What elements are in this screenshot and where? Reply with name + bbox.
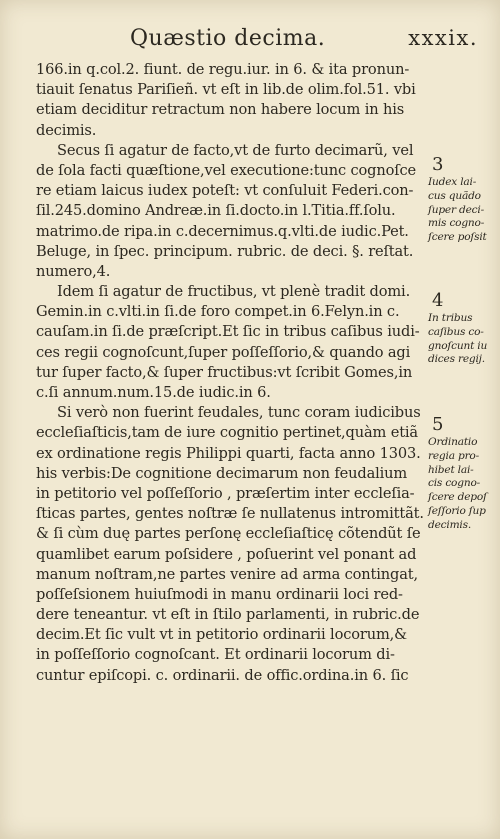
margin-note-line: In tribus xyxy=(428,312,473,324)
marginalia-column xyxy=(428,60,498,820)
paragraph-start-line: Idem ſi agatur de fructibus, vt plenè tradit domi. xyxy=(57,283,411,301)
text-line: Gemin.in c.vlti.in ſi.de foro compet.in 6.Felyn.in c. xyxy=(36,303,400,321)
margin-note-line: mis cogno- xyxy=(428,217,485,230)
margin-note xyxy=(428,312,487,367)
margin-note-line: ſcere poſsit xyxy=(428,231,487,244)
running-title: Quæstio decima. xyxy=(130,26,326,51)
text-line: manum noſtram,ne partes venire ad arma contingat, xyxy=(36,565,418,583)
page-header xyxy=(130,26,478,56)
text-line: tur ſuper facto,& ſuper fructibus:vt ſcribit Gomes,in xyxy=(36,363,413,381)
text-line: decim.Et ſic vult vt in petitorio ordinarii locorum,& xyxy=(36,626,407,644)
text-line: c.ſi annum.num.15.de iudic.in 6. xyxy=(36,384,271,401)
margin-note-line: gnoſcunt iu xyxy=(428,339,488,352)
margin-note xyxy=(428,176,487,245)
text-line: Beluge, in ſpec. principum. rubric. de deci. §. reſtat. xyxy=(36,242,414,260)
margin-note-line: Iudex lai- xyxy=(428,176,477,188)
text-line: ces regii cognoſcunt,ſuper poſſeſſorio,& quando agi xyxy=(36,343,411,361)
margin-note-line: hibet lai- xyxy=(428,463,474,476)
text-line: quamlibet earum poſsidere , poſuerint vel ponant ad xyxy=(36,545,417,563)
text-line: matrimo.de ripa.in c.decernimus.q.vlti.de iudic.Pet. xyxy=(36,222,409,240)
margin-note-line: caſibus co- xyxy=(428,325,484,338)
margin-note-line: Ordinatio xyxy=(428,436,478,448)
text-line: ex ordinatione regis Philippi quarti, facta anno 1303. xyxy=(36,444,421,462)
text-line: in poſſeſſorio cognoſcant. Et ordinarii locorum di- xyxy=(36,646,395,664)
text-line: tiauit ſenatus Pariſieñ. vt eſt in lib.de olim.fol.51. vbi xyxy=(36,81,416,99)
margin-note-line: cus quãdo xyxy=(428,189,481,202)
margin-note-line: regia pro- xyxy=(428,449,479,462)
text-line: eccleſiaſticis,tam de iure cognitio pertinet,quàm etiã xyxy=(36,424,418,442)
main-text xyxy=(36,60,426,686)
margin-note xyxy=(428,436,487,533)
text-line: ſil.245.domino Andreæ.in ſi.docto.in l.Titia.ff.ſolu. xyxy=(36,202,396,220)
text-line: re etiam laicus iudex poteſt: vt conſuluit Federi.con- xyxy=(36,182,414,200)
margin-note-line: decimis. xyxy=(428,518,472,531)
margin-note-line: ſeſſorio ſup xyxy=(428,504,486,517)
margin-note-line: dices regij. xyxy=(428,353,485,366)
text-line: ſticas partes, gentes noſtræ ſe nullatenus intromittãt. xyxy=(36,505,424,523)
text-line: poſſeſsionem huiuſmodi in manu ordinarii loci red- xyxy=(36,585,403,603)
text-line: cauſam.in ſi.de præſcript.Et ſic in tribus caſibus iudi- xyxy=(36,323,420,341)
margin-number: 5 xyxy=(432,414,444,435)
text-line: cuntur epiſcopi. c. ordinarii. de offic.ordina.in 6. ſic xyxy=(36,666,409,684)
text-line: 166.in q.col.2. fiunt. de regu.iur. in 6. & ita pronun- xyxy=(36,61,410,78)
margin-note-line: ſcere depoſ xyxy=(428,491,487,504)
paragraph-start-line: Si verò non fuerint feudales, tunc coram iudicibus xyxy=(57,404,421,422)
text-line: his verbis:De cognitione decimarum non feudalium xyxy=(36,464,408,482)
text-line: decimis. xyxy=(36,121,97,139)
text-line: in petitorio vel poſſeſſorio , præſertim inter eccleſia- xyxy=(36,484,415,502)
margin-note-line: cis cogno- xyxy=(428,477,480,490)
margin-note-line: ſuper deci- xyxy=(428,203,484,216)
text-line: etiam deciditur retractum non habere locum in his xyxy=(36,101,405,119)
margin-number: 4 xyxy=(432,290,444,311)
text-line: & ſi cùm duę partes perſonę eccleſiaſticę cõtendũt ſe xyxy=(36,525,421,543)
text-line: de ſola facti quæſtione,vel executione:tunc cognoſce xyxy=(36,161,417,179)
folio-number: xxxix. xyxy=(408,26,478,50)
text-line: numero,4. xyxy=(36,262,111,280)
paragraph-start-line: Secus ſi agatur de facto,vt de furto decimarũ, vel xyxy=(57,141,414,159)
margin-number: 3 xyxy=(432,154,444,175)
text-line: dere teneantur. vt eſt in ſtilo parlamenti, in rubric.de xyxy=(36,606,420,624)
